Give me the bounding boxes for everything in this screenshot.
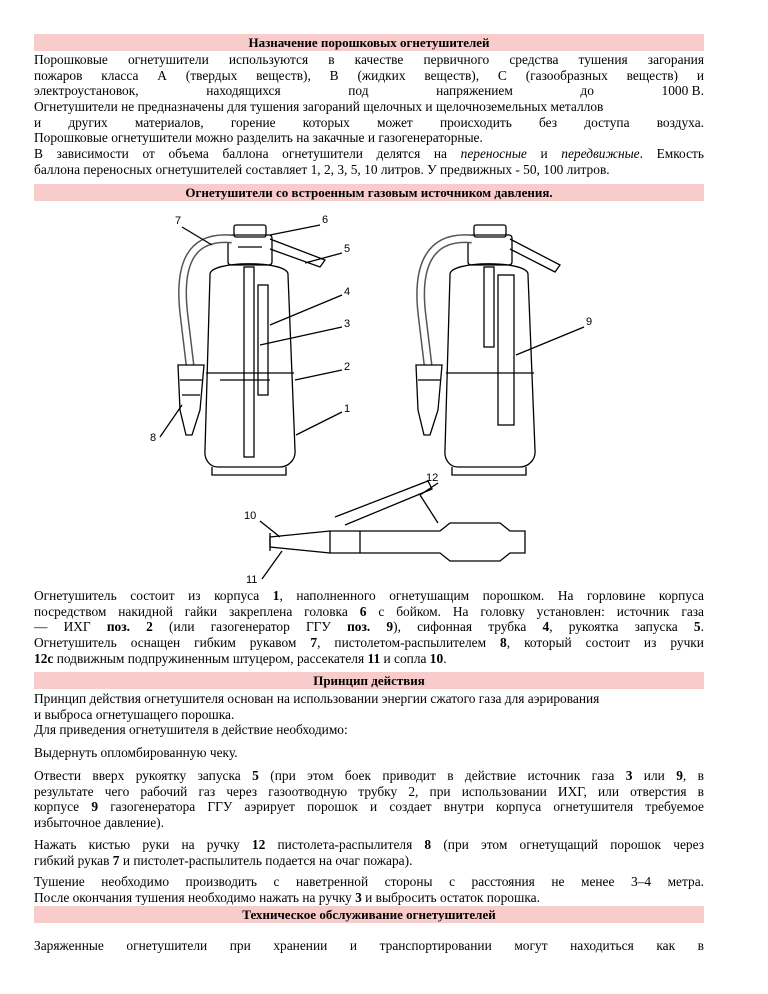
text-line: избыточное давление). — [34, 815, 164, 831]
extinguisher-diagram — [120, 205, 600, 590]
text-word: до — [580, 83, 594, 99]
pistol-body — [270, 523, 525, 561]
section-header-purpose — [34, 34, 704, 51]
text-line: Выдернуть опломбированную чеку. — [34, 745, 238, 760]
text-line: Огнетушители не предназначены для тушения загораний щелочных и щелочноземельных металлов — [34, 99, 604, 115]
left-head — [228, 235, 272, 265]
text-word: электроустановок, — [34, 83, 139, 99]
text-word: напряжением — [436, 83, 513, 99]
text-line: После окончания тушения необходимо нажать на ручку 3 и выбросить остаток порошка. — [34, 889, 540, 905]
left-siphon — [244, 267, 254, 457]
right-head — [468, 235, 512, 265]
label-2: 2 — [344, 361, 351, 373]
label-5: 5 — [344, 243, 351, 255]
text-line: результате чего рабочий газ через газоотводную трубку 2, при использовании ИХГ, или отверстия в — [34, 783, 704, 799]
section-title: Принцип действия — [313, 673, 425, 688]
text-line: Тушение необходимо производить с наветренной стороны с расстояния не менее 3–4 метра. — [34, 874, 704, 889]
left-nozzle — [178, 365, 204, 435]
text-line: 12с подвижным подпружиненным штуцером, рассекателя 11 и сопла 10. — [34, 650, 447, 666]
right-gas-generator — [498, 275, 514, 425]
text-word: находящихся — [206, 83, 281, 99]
section-header-maintenance — [34, 906, 704, 923]
step-3 — [34, 837, 704, 868]
text-word: под — [348, 83, 369, 99]
section-header-principle — [34, 672, 704, 689]
section-header-builtin — [34, 184, 704, 201]
label-1: 1 — [344, 403, 351, 415]
label-8: 8 — [150, 432, 157, 444]
text-line: баллона переносных огнетушителей составляет 1, 2, 3, 5, 10 литров. У предвижных - 50, 100 литров. — [34, 161, 610, 177]
text-word: 1000 В. — [661, 83, 704, 99]
text-line: Огнетушитель состоит из корпуса 1, наполненного огнетушащим порошком. На горловине корпуса — [34, 588, 704, 603]
diagram-labels — [150, 214, 592, 585]
text-line: Для приведения огнетушителя в действие необходимо: — [34, 722, 348, 738]
step-2 — [34, 768, 704, 831]
purpose-paragraph — [34, 52, 704, 178]
text-line: Порошковые огнетушители можно разделить на закачные и газогенераторные. — [34, 130, 483, 146]
text-line: корпусе 9 газогенератора ГГУ аэрирует порошок и создает внутри корпуса огнетушителя требуемое — [34, 799, 704, 815]
left-body-base — [212, 467, 286, 475]
text-line: Порошковые огнетушители используются в качестве первичного средства тушения загорания — [34, 52, 704, 67]
label-3: 3 — [344, 318, 351, 330]
label-7: 7 — [175, 215, 182, 227]
text-line: и выброса огнетушащего порошка. — [34, 706, 235, 722]
italic-term: передвижные — [561, 146, 640, 162]
left-lever — [270, 239, 325, 267]
text-line: В зависимости от объема баллона огнетушители делятся на переносные и передвижные. Емкость — [34, 146, 704, 162]
composition-paragraph — [34, 588, 704, 666]
label-12: 12 — [426, 472, 439, 484]
text-line — [34, 83, 704, 99]
right-nozzle — [416, 365, 442, 435]
text-line: и других материалов, горение которых может происходить без доступа воздуха. — [34, 114, 704, 130]
label-10: 10 — [244, 510, 257, 522]
text-line: Отвести вверх рукоятку запуска 5 (при этом боек приводит в действие источник газа 3 или 9, в — [34, 768, 704, 783]
text-line: гибкий рукав 7 и пистолет-распылитель подается на очаг пожара). — [34, 852, 413, 868]
label-11: 11 — [246, 574, 258, 585]
left-body — [205, 264, 295, 467]
label-6: 6 — [322, 214, 329, 226]
text-line: Принцип действия огнетушителя основан на использовании энергии сжатого газа для аэрирования — [34, 691, 600, 706]
label-4: 4 — [344, 286, 351, 298]
text-line: Нажать кистью руки на ручку 12 пистолета-распылителя 8 (при этом огнетущащий порошок через — [34, 837, 704, 852]
section-title: Техническое обслуживание огнетушителей — [242, 907, 496, 922]
text-line: Огнетушитель оснащен гибким рукавом 7, пистолетом-распылителем 8, который состоит из ручки — [34, 635, 704, 651]
section-title: Назначение порошковых огнетушителей — [248, 35, 490, 50]
section-title: Огнетушители со встроенным газовым источником давления. — [185, 185, 553, 200]
text-line: посредством накидной гайки закреплена головка 6 с бойком. На головку установлен: источник газа — [34, 603, 704, 619]
text-line: — ИХГ поз. 2 (или газогенератор ГГУ поз. 9), сифонная трубка 4, рукоятка запуска 5. — [34, 619, 704, 635]
text-line: пожаров класса А (твердых веществ), В (жидких веществ), С (газообразных веществ) и — [34, 67, 704, 83]
step-1 — [34, 745, 704, 761]
diagram-svg — [120, 205, 600, 585]
maintenance-paragraph — [34, 938, 704, 954]
right-body — [445, 264, 535, 467]
text-line: Заряженные огнетушители при хранении и транспортировании могут находиться как в — [34, 938, 704, 953]
principle-intro — [34, 691, 704, 738]
pistol-lever — [335, 481, 432, 525]
step-4 — [34, 874, 704, 905]
italic-term: переносные — [460, 146, 527, 162]
label-9: 9 — [586, 316, 593, 328]
